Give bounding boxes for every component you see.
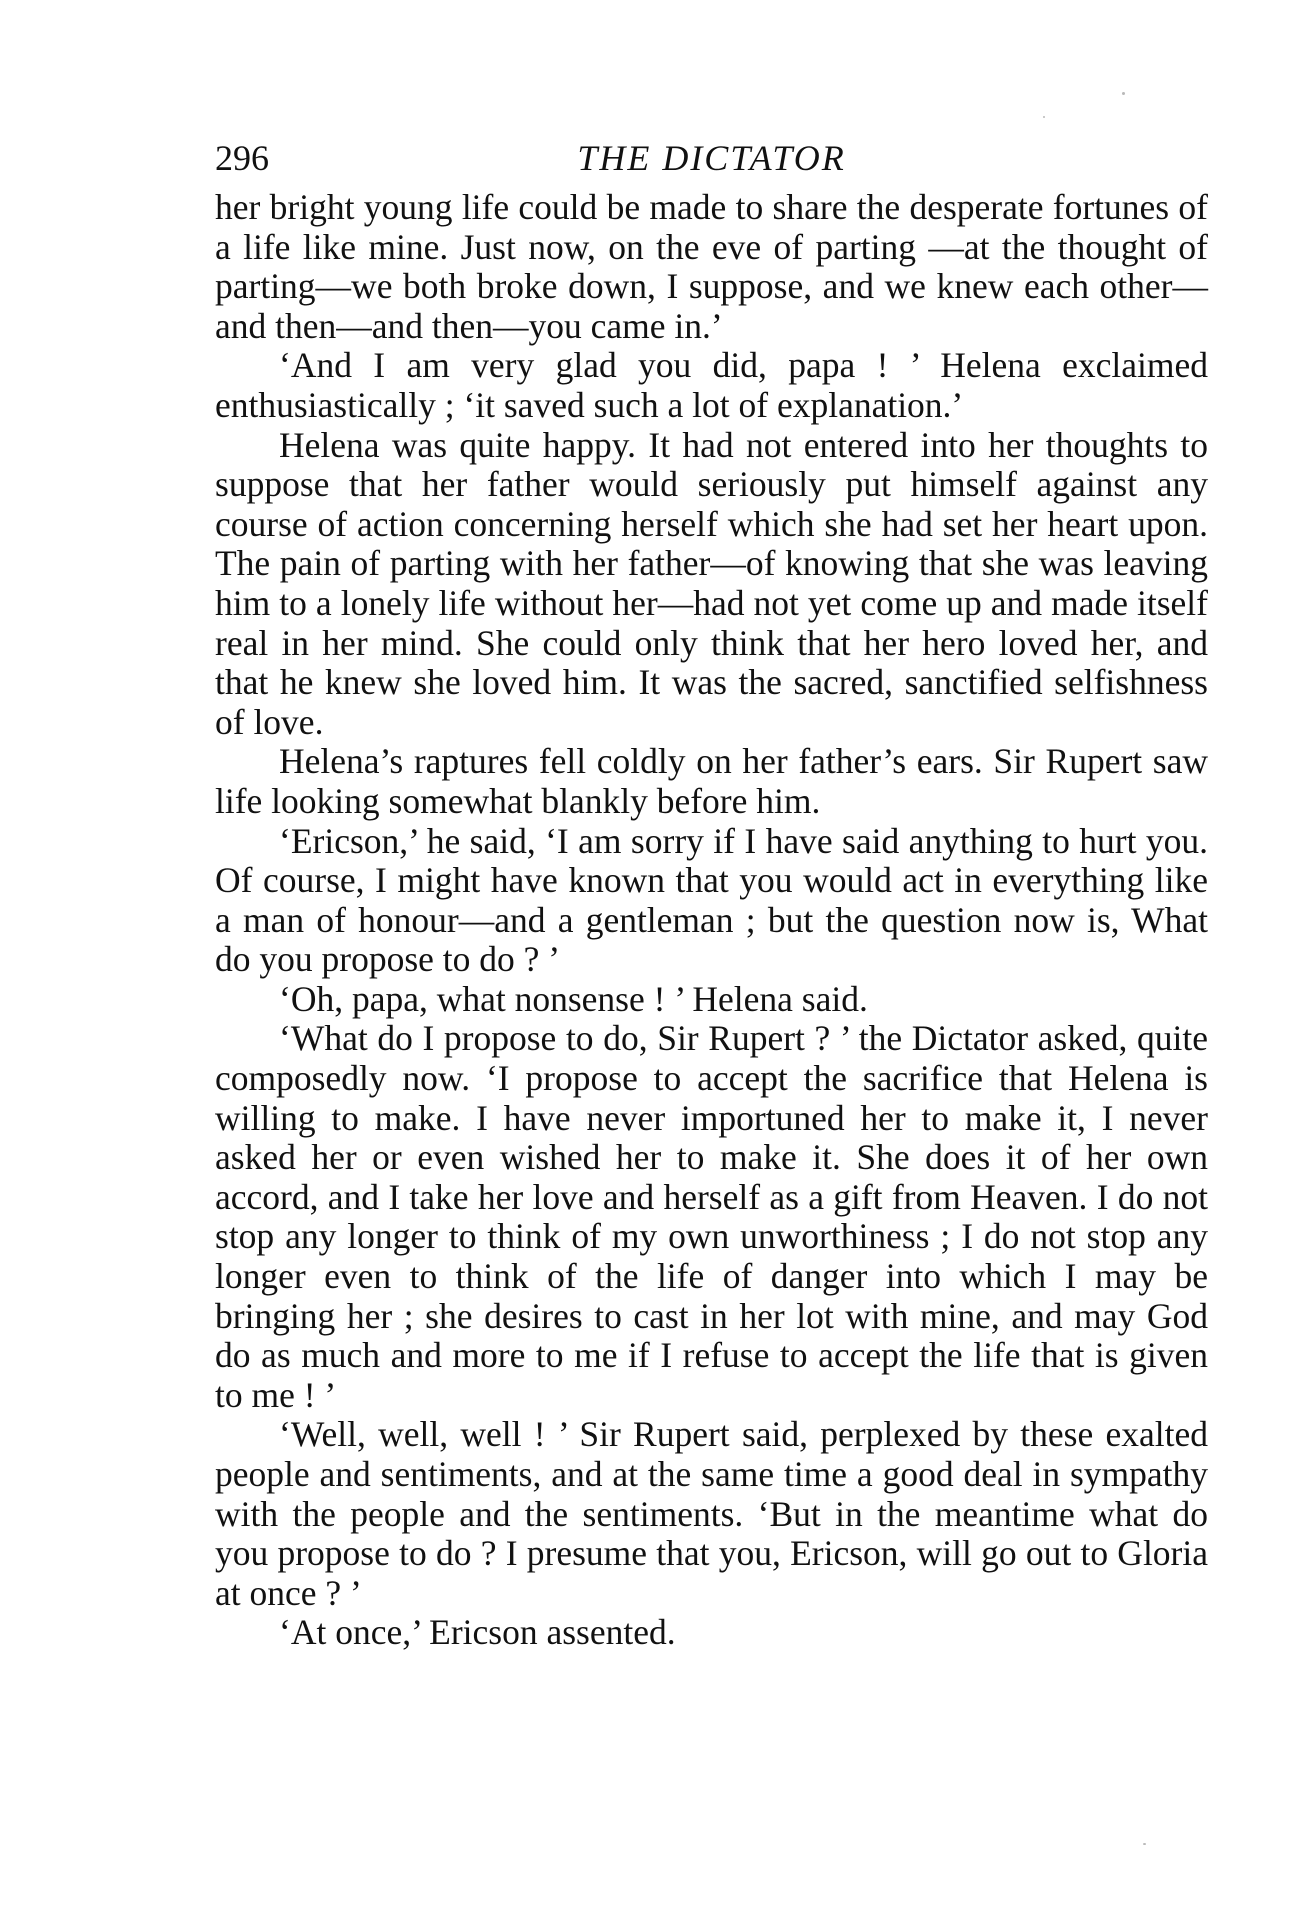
paragraph: ‘Ericson,’ he said, ‘I am sorry if I have said anything to hurt you. Of course, I might have known that you would act in everything like a man of honour—and a gentleman ; but the question now is, What do you propose to do ? ’ bbox=[215, 820, 1208, 980]
paragraph-continued: her bright young life could be made to share the desperate fortunes of a life like mine. Just now, on the eve of parting —at the thought of parting—we both broke down, I suppose, and we knew each other—and then—and then—you came in.’ bbox=[215, 187, 1208, 346]
paper-speck bbox=[1122, 92, 1125, 95]
body-text bbox=[215, 188, 1208, 1653]
paragraph: ‘At once,’ Ericson assented. bbox=[279, 1612, 676, 1653]
paragraph: Helena was quite happy. It had not entered into her thoughts to suppose that her father would seriously put himself against any course of action concerning herself which she had set her heart upon. The pain of parting with her father—of knowing that she was leaving him to a lonely life without her—had not yet come up and made itself real in her mind. She could only think that her hero loved her, and that he knew she loved him. It was the sacred, sanctified selfishness of love. bbox=[215, 424, 1208, 742]
paragraph: ‘What do I propose to do, Sir Rupert ? ’ the Dictator asked, quite composedly now. ‘I propose to accept the sacrifice that Helena is willing to make. I have never importuned her to make it, I never asked her or even wished her to make it. She does it of her own accord, and I take her love and herself as a gift from Heaven. I do not stop any longer to think of my own unworthiness ; I do not stop any longer even to think of the life of danger into which I may be bringing her ; she desires to cast in her lot with mine, and may God do as much and more to me if I refuse to accept the life that is given to me ! ’ bbox=[215, 1018, 1208, 1415]
paragraph: ‘Well, well, well ! ’ Sir Rupert said, perplexed by these exalted people and sentiments, and at the same time a good deal in sympathy with the people and the sentiments. ‘But in the meantime what do you propose to do ? I presume that you, Ericson, will go out to Gloria at once ? ’ bbox=[215, 1414, 1208, 1613]
paragraph: ‘Oh, papa, what nonsense ! ’ Helena said. bbox=[279, 978, 868, 1019]
page-number: 296 bbox=[215, 138, 269, 178]
running-title: THE DICTATOR bbox=[577, 138, 846, 178]
paragraph: Helena’s raptures fell coldly on her father’s ears. Sir Rupert saw life looking somewhat blankly before him. bbox=[215, 741, 1208, 821]
paper-speck bbox=[1143, 1843, 1146, 1845]
paper-speck bbox=[1043, 116, 1045, 118]
paragraph: ‘And I am very glad you did, papa ! ’ Helena exclaimed enthusiastically ; ‘it saved such a lot of explanation.’ bbox=[215, 345, 1208, 425]
page-header bbox=[215, 138, 1208, 188]
book-page bbox=[215, 138, 1208, 1653]
